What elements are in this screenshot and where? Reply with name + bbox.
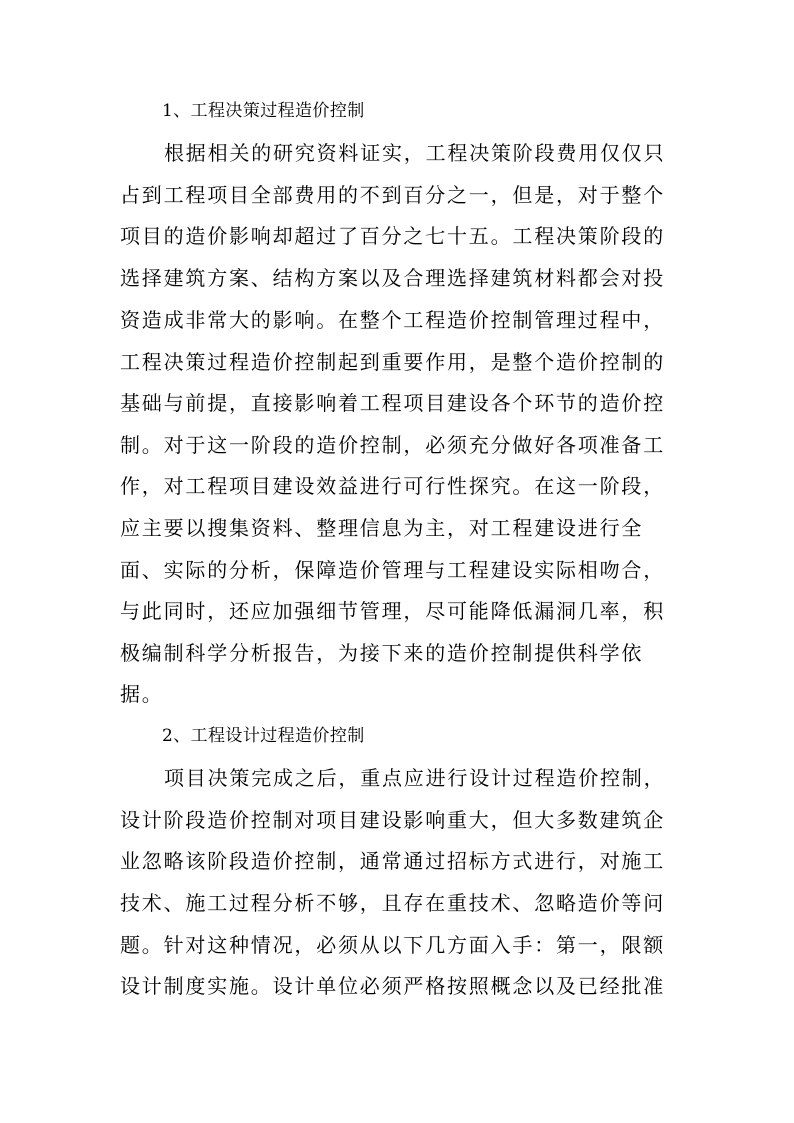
paragraph-line: 业忽略该阶段造价控制，通常通过招标方式进行，对施工 — [120, 849, 665, 873]
paragraph-line: 设计制度实施。设计单位必须严格按照概念以及已经批准 — [120, 974, 665, 998]
paragraph-line: 据。 — [120, 682, 164, 706]
paragraph-line: 根据相关的研究资料证实，工程决策阶段费用仅仅只 — [164, 141, 666, 165]
paragraph-line: 极编制科学分析报告，为接下来的造价控制提供科学依 — [120, 641, 644, 665]
paragraph-line: 技术、施工过程分析不够，且存在重技术、忽略造价等问 — [120, 891, 665, 915]
paragraph-line: 占到工程项目全部费用的不到百分之一，但是，对于整个 — [120, 183, 665, 207]
paragraph-line: 作，对工程项目建设效益进行可行性探究。在这一阶段， — [120, 474, 665, 498]
paragraph-line: 面、实际的分析，保障造价管理与工程建设实际相吻合， — [120, 558, 665, 582]
paragraph-line: 应主要以搜集资料、整理信息为主，对工程建设进行全 — [120, 516, 644, 540]
paragraph-line: 基础与前提，直接影响着工程项目建设各个环节的造价控 — [120, 391, 665, 415]
paragraph-line: 资造成非常大的影响。在整个工程造价控制管理过程中， — [120, 308, 665, 332]
paragraph-line: 工程决策过程造价控制起到重要作用，是整个造价控制的 — [120, 350, 665, 374]
paragraph-line: 项目的造价影响却超过了百分之七十五。工程决策阶段的 — [120, 224, 665, 248]
section-2-heading: 2、工程设计过程造价控制 — [162, 726, 365, 746]
paragraph-line: 与此同时，还应加强细节管理，尽可能降低漏洞几率，积 — [120, 599, 665, 623]
paragraph-line: 选择建筑方案、结构方案以及合理选择建筑材料都会对投 — [120, 266, 665, 290]
paragraph-line: 制。对于这一阶段的造价控制，必须充分做好各项准备工 — [120, 433, 665, 457]
section-1-heading: 1、工程决策过程造价控制 — [162, 101, 365, 121]
paragraph-line: 设计阶段造价控制对项目建设影响重大，但大多数建筑企 — [120, 808, 665, 832]
paragraph-line: 题。针对这种情况，必须从以下几方面入手：第一，限额 — [120, 933, 665, 957]
paragraph-line: 项目决策完成之后，重点应进行设计过程造价控制， — [164, 766, 666, 790]
